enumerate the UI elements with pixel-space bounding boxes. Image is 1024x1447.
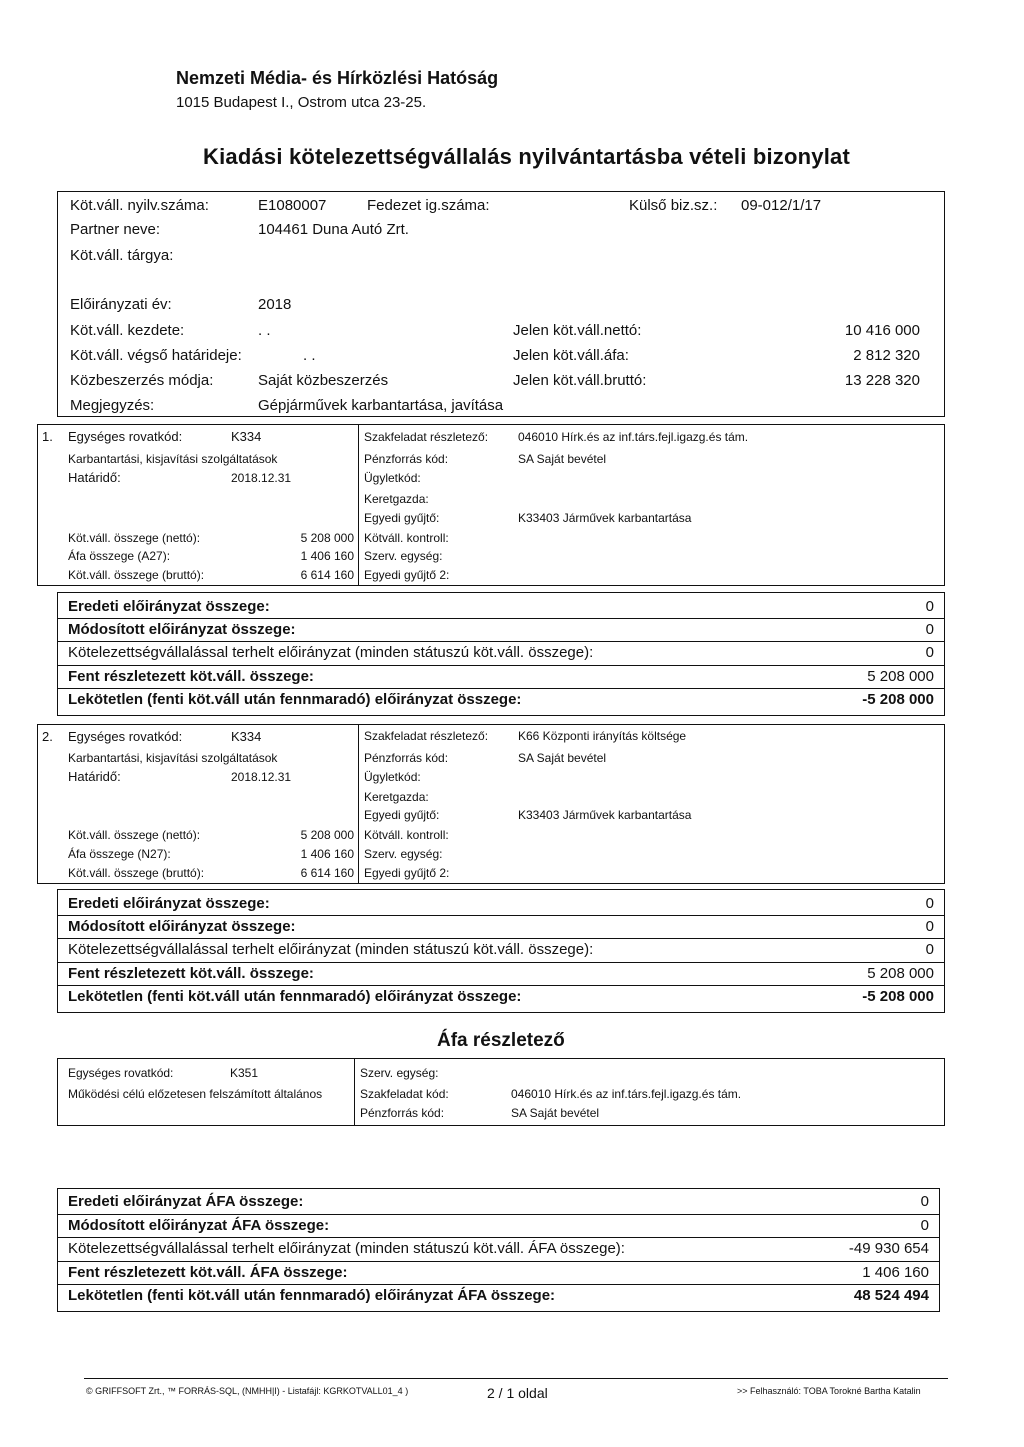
hatarido-value: 2018.12.31 xyxy=(231,770,292,784)
summary-row xyxy=(68,895,934,915)
item-2-summary xyxy=(57,889,945,1013)
summary-label: Módosított előirányzat összege: xyxy=(68,621,296,638)
summary-label: Fent részletezett köt.váll. összege: xyxy=(68,668,314,685)
afa-rovatkod-label: Egységes rovatkód: xyxy=(68,1066,174,1080)
ugyletkod-label: Ügyletkód: xyxy=(364,471,421,485)
summary-value: 0 xyxy=(925,621,934,638)
summary-label: Fent részletezett köt.váll. összege: xyxy=(68,965,314,982)
keretgazda-label: Keretgazda: xyxy=(364,790,429,804)
summary-value: 5 208 000 xyxy=(867,668,934,685)
summary-row xyxy=(68,1264,929,1284)
afa-summary xyxy=(57,1188,940,1312)
afa-penzforras-value: SA Saját bevétel xyxy=(511,1106,600,1120)
afa-szakfeladat-value: 046010 Hírk.és az inf.társ.fejl.igazg.és tám. xyxy=(511,1087,742,1101)
summary-row xyxy=(68,941,934,961)
brutto-label: Köt.váll. összege (bruttó): xyxy=(68,568,205,582)
partner-label: Partner neve: xyxy=(70,221,161,238)
summary-value: 0 xyxy=(925,644,934,661)
item-number: 1. xyxy=(42,429,53,444)
summary-value: 0 xyxy=(925,598,934,615)
summary-value: 0 xyxy=(925,941,934,958)
kulso-label: Külső biz.sz.: xyxy=(629,197,718,214)
summary-label: Eredeti előirányzat ÁFA összege: xyxy=(68,1193,304,1210)
afa-label: Jelen köt.váll.áfa: xyxy=(513,347,629,364)
keretgazda-label: Keretgazda: xyxy=(364,492,429,506)
divider xyxy=(58,1214,939,1215)
summary-value: 0 xyxy=(925,895,934,912)
kozbeszerzes-label: Közbeszerzés módja: xyxy=(70,372,214,389)
divider xyxy=(58,618,944,619)
megjegyzes-label: Megjegyzés: xyxy=(70,397,155,414)
rovatkod-label: Egységes rovatkód: xyxy=(68,729,183,744)
summary-label: Módosított előirányzat összege: xyxy=(68,918,296,935)
summary-row xyxy=(68,988,934,1008)
brutto-value: 13 228 320 xyxy=(844,372,920,389)
afa-penzforras-label: Pénzforrás kód: xyxy=(360,1106,445,1120)
afa-value: 1 406 160 xyxy=(300,549,354,563)
divider xyxy=(58,665,944,666)
footer-rule xyxy=(84,1378,948,1379)
column-divider xyxy=(354,1059,355,1125)
summary-row xyxy=(68,644,934,664)
afa-value: 1 406 160 xyxy=(300,847,354,861)
summary-row xyxy=(68,1193,929,1213)
summary-label: Fent részletezett köt.váll. ÁFA összege: xyxy=(68,1264,348,1281)
summary-value: 0 xyxy=(920,1217,929,1234)
item-1-summary xyxy=(57,592,945,716)
rovatkod-description: Karbantartási, kisjavítási szolgáltatások xyxy=(68,751,278,765)
divider xyxy=(58,1284,939,1285)
netto-value: 5 208 000 xyxy=(300,531,354,545)
summary-value: -49 930 654 xyxy=(848,1240,929,1257)
partner-value: 104461 Duna Autó Zrt. xyxy=(258,221,409,238)
kozbeszerzes-value: Saját közbeszerzés xyxy=(258,372,389,389)
afa-szakfeladat-label: Szakfeladat kód: xyxy=(360,1087,449,1101)
organization-address: 1015 Budapest I., Ostrom utca 23-25. xyxy=(176,94,427,111)
szakfeladat-label: Szakfeladat részletező: xyxy=(364,430,489,444)
ugyletkod-label: Ügyletkód: xyxy=(364,770,421,784)
egyedi-gyujto-label: Egyedi gyűjtő: xyxy=(364,808,440,822)
summary-value: -5 208 000 xyxy=(862,988,934,1005)
egyedi-gyujto-value: K33403 Járművek karbantartása xyxy=(518,808,692,822)
afa-rovatkod-value: K351 xyxy=(230,1066,259,1080)
szakfeladat-label: Szakfeladat részletező: xyxy=(364,729,489,743)
summary-value: 0 xyxy=(925,918,934,935)
summary-label: Eredeti előirányzat összege: xyxy=(68,895,270,912)
divider xyxy=(58,915,944,916)
summary-label: Lekötetlen (fenti köt.váll után fennmaradó) előirányzat összege: xyxy=(68,988,522,1005)
divider xyxy=(58,641,944,642)
afa-label: Áfa összege (A27): xyxy=(68,549,171,563)
kulso-value: 09-012/1/17 xyxy=(741,197,822,214)
summary-value: -5 208 000 xyxy=(862,691,934,708)
hatarido-label: Határidő: xyxy=(68,769,121,784)
afa-section-title: Áfa részletező xyxy=(437,1030,565,1051)
summary-row xyxy=(68,621,934,641)
item-2-box xyxy=(37,724,945,884)
summary-label: Lekötetlen (fenti köt.váll után fennmaradó) előirányzat ÁFA összege: xyxy=(68,1287,556,1304)
divider xyxy=(58,985,944,986)
rovatkod-value: K334 xyxy=(231,429,262,444)
kezdete-label: Köt.váll. kezdete: xyxy=(70,322,185,339)
ev-label: Előirányzati év: xyxy=(70,296,172,313)
summary-row xyxy=(68,1217,929,1237)
summary-label: Kötelezettségvállalással terhelt előirányzat (minden státuszú köt.váll. ÁFA összege): xyxy=(68,1240,625,1257)
rovatkod-label: Egységes rovatkód: xyxy=(68,429,183,444)
summary-value: 5 208 000 xyxy=(867,965,934,982)
organization-name: Nemzeti Média- és Hírközlési Hatóság xyxy=(176,68,499,88)
afa-szerv-egyseg-label: Szerv. egység: xyxy=(360,1066,439,1080)
summary-value: 1 406 160 xyxy=(862,1264,929,1281)
kontroll-label: Kötváll. kontroll: xyxy=(364,828,449,842)
kontroll-label: Kötváll. kontroll: xyxy=(364,531,449,545)
summary-value: 48 524 494 xyxy=(853,1287,929,1304)
summary-row xyxy=(68,668,934,688)
vegso-value: . . xyxy=(303,347,316,364)
rovatkod-value: K334 xyxy=(231,729,262,744)
afa-detail-box xyxy=(57,1058,945,1126)
afa-rovatkod-description: Működési célú előzetesen felszámított általános xyxy=(68,1087,323,1101)
divider xyxy=(58,1237,939,1238)
fedezet-label: Fedezet ig.száma: xyxy=(367,197,490,214)
penzforras-label: Pénzforrás kód: xyxy=(364,751,449,765)
commitment-info-box xyxy=(57,191,945,417)
brutto-value: 6 614 160 xyxy=(300,866,354,880)
hatarido-label: Határidő: xyxy=(68,470,121,485)
summary-label: Kötelezettségvállalással terhelt előirányzat (minden státuszú köt.váll. összege): xyxy=(68,644,594,661)
kezdete-value: . . xyxy=(258,322,271,339)
targy-label: Köt.váll. tárgya: xyxy=(70,247,174,264)
divider xyxy=(58,1261,939,1262)
netto-value: 10 416 000 xyxy=(844,322,920,339)
divider xyxy=(58,688,944,689)
netto-label: Jelen köt.váll.nettó: xyxy=(513,322,642,339)
hatarido-value: 2018.12.31 xyxy=(231,471,292,485)
rovatkod-description: Karbantartási, kisjavítási szolgáltatások xyxy=(68,452,278,466)
vegso-label: Köt.váll. végső határideje: xyxy=(70,347,242,364)
item-1-box xyxy=(37,424,945,586)
summary-label: Módosított előirányzat ÁFA összege: xyxy=(68,1217,330,1234)
egyedi-gyujto-label: Egyedi gyűjtő: xyxy=(364,511,440,525)
brutto-label: Köt.váll. összege (bruttó): xyxy=(68,866,205,880)
egyedi-gyujto-2-label: Egyedi gyűjtő 2: xyxy=(364,568,450,582)
summary-value: 0 xyxy=(920,1193,929,1210)
szerv-egyseg-label: Szerv. egység: xyxy=(364,847,443,861)
netto-value: 5 208 000 xyxy=(300,828,354,842)
footer-user: >> Felhasználó: TOBA Torokné Bartha Katalin xyxy=(737,1386,921,1396)
szakfeladat-value: K66 Központi irányítás költsége xyxy=(518,729,687,743)
penzforras-value: SA Saját bevétel xyxy=(518,452,607,466)
afa-label: Áfa összege (N27): xyxy=(68,847,171,861)
ev-value: 2018 xyxy=(258,296,292,313)
brutto-label: Jelen köt.váll.bruttó: xyxy=(513,372,647,389)
egyedi-gyujto-value: K33403 Járművek karbantartása xyxy=(518,511,692,525)
megjegyzes-value: Gépjárművek karbantartása, javítása xyxy=(258,397,504,414)
summary-label: Lekötetlen (fenti köt.váll után fennmaradó) előirányzat összege: xyxy=(68,691,522,708)
document-title: Kiadási kötelezettségvállalás nyilvántartásba vételi bizonylat xyxy=(203,144,850,169)
column-divider xyxy=(358,425,359,585)
brutto-value: 6 614 160 xyxy=(300,568,354,582)
penzforras-label: Pénzforrás kód: xyxy=(364,452,449,466)
szerv-egyseg-label: Szerv. egység: xyxy=(364,549,443,563)
summary-row xyxy=(68,965,934,985)
footer-software: © GRIFFSOFT Zrt., ™ FORRÁS-SQL, (NMHH|I) - Listafájl: KGRKOTVALL01_4 ) xyxy=(86,1386,409,1396)
summary-label: Kötelezettségvállalással terhelt előirányzat (minden státuszú köt.váll. összege): xyxy=(68,941,594,958)
summary-row xyxy=(68,918,934,938)
netto-label: Köt.váll. összege (nettó): xyxy=(68,531,201,545)
summary-row xyxy=(68,1287,929,1307)
szakfeladat-value: 046010 Hírk.és az inf.társ.fejl.igazg.és tám. xyxy=(518,430,749,444)
column-divider xyxy=(358,725,359,883)
summary-label: Eredeti előirányzat összege: xyxy=(68,598,270,615)
egyedi-gyujto-2-label: Egyedi gyűjtő 2: xyxy=(364,866,450,880)
penzforras-value: SA Saját bevétel xyxy=(518,751,607,765)
divider xyxy=(58,962,944,963)
nyilv-label: Köt.váll. nyilv.száma: xyxy=(70,197,209,214)
summary-row xyxy=(68,691,934,711)
divider xyxy=(58,938,944,939)
netto-label: Köt.váll. összege (nettó): xyxy=(68,828,201,842)
summary-row xyxy=(68,1240,929,1260)
item-number: 2. xyxy=(42,729,53,744)
afa-value: 2 812 320 xyxy=(853,347,920,364)
footer-page-number: 2 / 1 oldal xyxy=(487,1385,548,1401)
nyilv-value: E1080007 xyxy=(258,197,327,214)
summary-row xyxy=(68,598,934,618)
